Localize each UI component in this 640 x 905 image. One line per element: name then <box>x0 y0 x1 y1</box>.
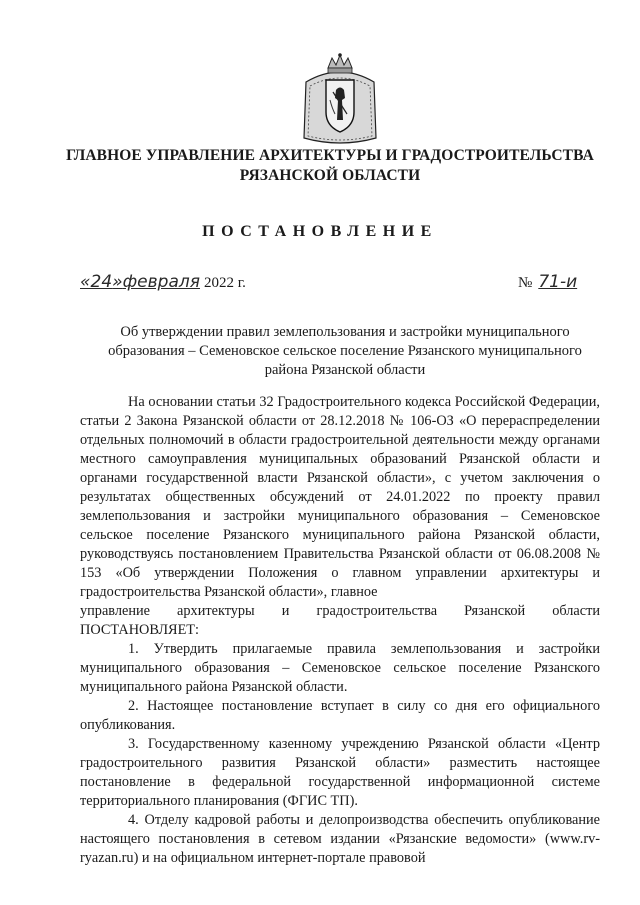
coat-of-arms-icon <box>300 52 380 148</box>
date-day: 24 <box>90 272 113 292</box>
number-label: № <box>518 275 533 291</box>
organization-name: ГЛАВНОЕ УПРАВЛЕНИЕ АРХИТЕКТУРЫ И ГРАДОСТРОИТЕЛЬСТВА РЯЗАНСКОЙ ОБЛАСТИ <box>66 147 594 184</box>
date-month: февраля <box>122 272 200 292</box>
list-item: 1. Утвердить прилагаемые правила землепользования и застройки муниципального образования – Семеновское сельское поселение Рязанского муниципального района Рязанской области. <box>80 641 600 695</box>
list-item: 4. Отделу кадровой работы и делопроизводства обеспечить опубликование настоящего постановления в сетевом издании «Рязанские ведомости» (www.rv-ryazan.ru) и на официальном интернет-портале правовой <box>80 812 600 866</box>
date-open-quote: « <box>80 272 91 292</box>
list-item: 2. Настоящее постановление вступает в силу со дня его официального опубликования. <box>80 698 600 733</box>
document-subject: Об утверждении правил землепользования и застройки муниципального образования – Семеновское сельское поселение Рязанского муниципального района Рязанской области <box>108 324 582 378</box>
list-item: 3. Государственному казенному учреждению Рязанской области «Центр градостроительного развития Рязанской области» разместить настоящее постановление в федеральной государственной информационной системе территориального планирования (ФГИС ТП). <box>80 736 600 809</box>
document-body <box>80 393 600 868</box>
document-date <box>80 272 246 292</box>
resolve-word: ПОСТАНОВЛЯЕТ: <box>80 622 200 638</box>
intro-last-line: управление архитектуры и градостроительства Рязанской области <box>80 603 600 619</box>
number-value: 71-и <box>538 272 578 292</box>
date-close-quote: » <box>112 272 123 292</box>
document-type-title: ПОСТАНОВЛЕНИЕ <box>202 223 438 240</box>
date-year: 2022 г. <box>203 275 246 291</box>
intro-paragraph: На основании статьи 32 Градостроительного кодекса Российской Федерации, статьи 2 Закона Рязанской области от 28.12.2018 № 106-ОЗ «О перераспределении отдельных полномочий в области градостроительной деятельности между органами местного самоуправления муниципальных образований Рязанской области и органами государственной власти Рязанской области», с учетом заключения о результатах общественных обсуждений от 24.01.2022 по проекту правил землепользования и застройки муниципального образования – Семеновское сельское поселение Рязанского муниципального района Рязанской области, руководствуясь постановлением Правительства Рязанской области от 06.08.2008 № 153 «Об утверждении Положения о главном управлении архитектуры и градостроительства Рязанской области», главное <box>80 394 600 600</box>
document-number <box>518 272 577 292</box>
